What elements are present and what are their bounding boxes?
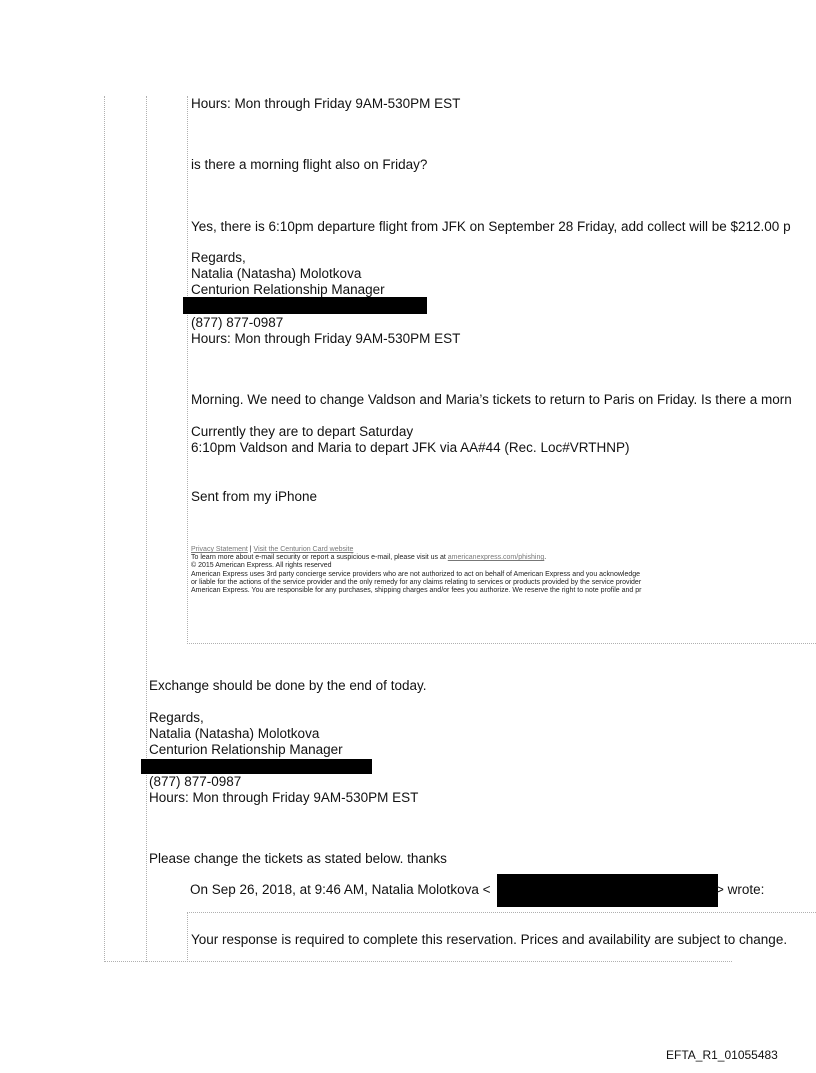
redaction-bar-email: [497, 874, 718, 907]
redaction-bar: [183, 297, 427, 314]
quote-top-line-response: [187, 912, 816, 913]
footer-learn-text: To learn more about e-mail security or report a suspicious e-mail, please visit us at: [191, 554, 448, 562]
sender-title-2: Centurion Relationship Manager: [149, 742, 343, 757]
document-id: EFTA_R1_01055483: [666, 1048, 778, 1062]
exchange-text: Exchange should be done by the end of today.: [149, 678, 427, 693]
hours-text-3: Hours: Mon through Friday 9AM-530PM EST: [149, 790, 419, 805]
footer-line-2: or liable for the actions of the service provider and the only remedy for any claims relating to services or products provided by the service provider: [191, 578, 642, 586]
sender-name-2: Natalia (Natasha) Molotkova: [149, 726, 320, 741]
response-text: Your response is required to complete this reservation. Prices and availability are subject to change.: [191, 932, 788, 947]
sender-title: Centurion Relationship Manager: [191, 282, 385, 297]
quote-line-outer: [104, 96, 105, 962]
footer-separator: |: [247, 546, 254, 553]
flight-text: 6:10pm Valdson and Maria to depart JFK via AA#44 (Rec. Loc#VRTHNP): [191, 440, 630, 455]
sent-from-text: Sent from my iPhone: [191, 489, 318, 504]
phishing-link[interactable]: americanexpress.com/phishing: [447, 554, 545, 562]
quote-line-inner-bottom: [187, 912, 188, 962]
quote-bottom-line-outer: [104, 961, 732, 962]
footer-line-3: American Express. You are responsible for any purchases, shipping charges and/or fees you authorize. We reserve the right to note profile and pr: [191, 587, 642, 595]
morning-text: Morning. We need to change Valdson and Maria’s tickets to return to Paris on Friday. Is there a morn: [191, 392, 792, 407]
phone-text-2: (877) 877-0987: [149, 774, 242, 789]
quote-line-inner: [187, 96, 188, 644]
legal-footer: [191, 546, 641, 595]
on-date-text: On Sep 26, 2018, at 9:46 AM, Natalia Molotkova <: [190, 882, 491, 897]
question-text: is there a morning flight also on Friday?: [191, 157, 428, 172]
hours-text: Hours: Mon through Friday 9AM-530PM EST: [191, 96, 461, 111]
privacy-link[interactable]: Privacy Statement: [191, 546, 248, 553]
wrote-text: > wrote:: [716, 882, 765, 897]
footer-line-1: American Express uses 3rd party concierge service providers who are not authorized to act on behalf of American Express and you acknowledge: [191, 570, 641, 578]
phone-text: (877) 877-0987: [191, 315, 284, 330]
footer-period: .: [544, 554, 547, 562]
quote-bottom-line-inner: [187, 643, 816, 644]
quote-line-mid: [146, 96, 147, 962]
hours-text-2: Hours: Mon through Friday 9AM-530PM EST: [191, 331, 461, 346]
please-change-text: Please change the tickets as stated below. thanks: [149, 851, 447, 866]
centurion-website-link[interactable]: Visit the Centurion Card website: [253, 546, 354, 553]
redaction-bar-2: [141, 759, 372, 774]
regards-text-2: Regards,: [149, 710, 204, 725]
footer-copyright: © 2015 American Express. All rights reserved: [191, 562, 332, 570]
currently-text: Currently they are to depart Saturday: [191, 424, 414, 439]
regards-text: Regards,: [191, 250, 246, 265]
reply-text: Yes, there is 6:10pm departure flight from JFK on September 28 Friday, add collect will be $212.00 p: [191, 219, 791, 234]
sender-name: Natalia (Natasha) Molotkova: [191, 266, 362, 281]
